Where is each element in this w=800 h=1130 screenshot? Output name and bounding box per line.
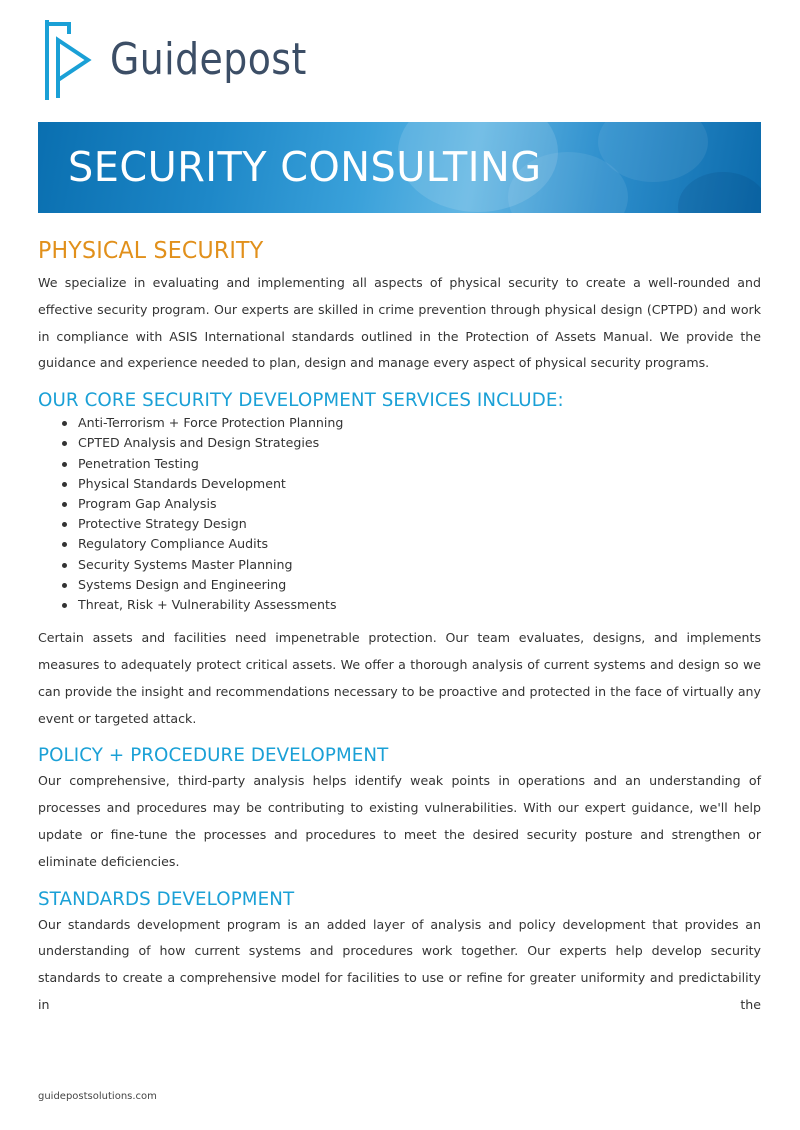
list-item: Threat, Risk + Vulnerability Assessments (62, 595, 761, 615)
section-heading-core-services: OUR CORE SECURITY DEVELOPMENT SERVICES INCLUDE: (38, 389, 564, 412)
brand-logo[interactable] (44, 20, 339, 100)
list-item: Physical Standards Development (62, 474, 761, 494)
list-item: Regulatory Compliance Audits (62, 534, 761, 554)
section-heading-physical-security: PHYSICAL SECURITY (38, 238, 264, 264)
paragraph-critical-assets: Certain assets and facilities need impenetrable protection. Our team evaluates, designs, and implements measures to adequately protect critical assets. We offer a thorough analysis of current systems and design so we can provide the insight and recommendations necessary to be proactive and protected in the face of virtually any event or targeted attack. (38, 630, 761, 726)
list-item: Anti-Terrorism + Force Protection Planning (62, 413, 761, 433)
paragraph-standards: Our standards development program is an added layer of analysis and policy development that provides an understanding of how current systems and procedures work together. Our experts help develop security standards to create a comprehensive model for facilities to use or refine for greater uniformity and predictability in the (38, 916, 761, 1012)
brand-name: Guidepost (110, 33, 307, 85)
title-banner (38, 122, 761, 213)
section-heading-standards: STANDARDS DEVELOPMENT (38, 887, 295, 910)
services-list (38, 413, 761, 615)
paragraph-policy-procedure: Our comprehensive, third-party analysis helps identify weak points in operations and an understanding of processes and procedures may be contributing to existing vulnerabilities. With our expert guidance, we'll help update or fine-tune the processes and procedures to meet the desired security posture and strengthen or eliminate deficiencies. (38, 773, 761, 869)
section-heading-policy-procedure: POLICY + PROCEDURE DEVELOPMENT (38, 744, 389, 767)
paragraph-physical-security: We specialize in evaluating and implementing all aspects of physical security to create a well-rounded and effective security program. Our experts are skilled in crime prevention through physical design (CPTPD) and work in compliance with ASIS International standards outlined in the Protection of Assets Manual. We provide the guidance and experience needed to plan, design and manage every aspect of physical security programs. (38, 275, 761, 371)
list-item: Penetration Testing (62, 454, 761, 474)
footer-url[interactable]: guidepostsolutions.com (38, 1091, 157, 1102)
page-title: SECURITY CONSULTING (68, 143, 542, 191)
list-item: CPTED Analysis and Design Strategies (62, 433, 761, 453)
list-item: Systems Design and Engineering (62, 575, 761, 595)
list-item: Security Systems Master Planning (62, 555, 761, 575)
list-item: Protective Strategy Design (62, 514, 761, 534)
list-item: Program Gap Analysis (62, 494, 761, 514)
guidepost-flag-logo-icon (44, 20, 92, 100)
main-content (38, 238, 761, 1019)
